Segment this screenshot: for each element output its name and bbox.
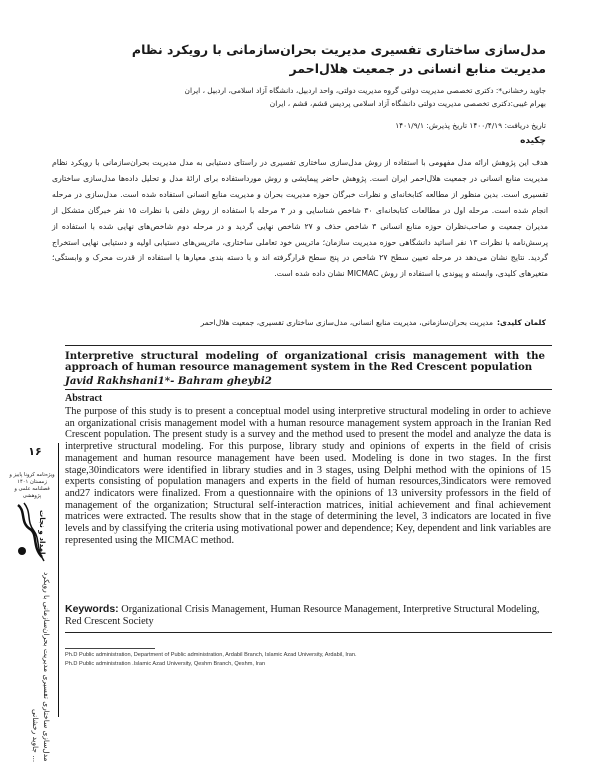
running-title: مدل‌سازی ساختاری تفسیری مدیریت بحران‌سازمانی با رویکرد ... جاوید رخشانی [31,572,51,762]
english-keywords [65,604,551,627]
persian-keywords [50,318,546,327]
persian-abstract-heading: چکیده [520,136,546,146]
english-abstract-heading: Abstract [65,393,103,404]
margin-vertical-rule [58,443,59,717]
journal-logo-text: امداد و نجات [38,509,47,555]
english-authors: Javid Rakhshani1*- Bahram gheybi2 [65,375,272,387]
persian-abstract: هدف این پژوهش ارائه مدل مفهومی با استفاده از روش مدل‌سازی ساختاری تفسیری در راستای دستیابی به مدل مدیریت بحران‌سازمانی با رویکرد نظام مدیریت منابع انسانی در جمعیت هلال‌احمر ایران است. پژوهش حاضر پیمایشی و روش مورداستفاده برای ارائهٔ مدل و تحلیل داده‌ها مدل‌سازی ساختاری تفسیری است. بدین منظور از مطالعه کتابخانه‌ای و نظرات خبرگان حوزه مدیریت بحران و مدیریت منابع انسانی استفاده شده است. مدل‌سازی در مرحله انجام شده است. مرحله اول در مطالعات کتابخانه‌ای ۳۰ شاخص شناسایی و در ۳ مرحله با استفاده از روش دلفی با نظرات ۱۵ نفر خبرگان متشکل از مدیران جمعیت و صاحب‌نظران حوزه منابع انسانی ۳ شاخص حذف و ۲۷ شاخص نهایی گردید و در مرحله دوم شاخص‌های نهایی شده با استفاده از پرسش‌نامه با نظرات ۱۳ نفر اساتید دانشگاهی حوزه مدیریت سازمان؛ ماتریس خود تعاملی ساختاری، ماتریس‌های دستیابی اولیه و دستیابی نهایی استخراج گردید. نتایج نشان می‌دهد در مرحله تعیین سطح ۲۷ شاخص در پنج سطح قرارگرفته اند و با دسته بندی معیارها با استفاده از قدرت محرک و وابستگی؛ متغیرهای کلیدی، وابسته و پیوندی با استفاده از روش MICMAC نشان داده شده است. [52,158,549,279]
persian-author-2: بهرام غیبی:دکتری تخصصی مدیریت دولتی دانشگاه آزاد اسلامی پردیس قشم، قشم ، ایران [269,99,546,108]
english-top-divider [65,345,552,346]
persian-keywords-label: کلمان کلیدی: [497,318,546,327]
footnote-2: Ph.D Public administration .Islamic Azad University, Qeshm Branch, Qeshm, Iran [65,661,266,667]
english-keywords-label: Keywords: [65,603,119,615]
persian-dates: تاریخ دریافت: ۱۴۰۰/۴/۱۹ تاریخ پذیرش: ۱۴۰۱/۹/۱ [395,121,546,130]
english-keywords-text: Organizational Crisis Management, Human Resource Management, Interpretive Structural Modeling, Red Crescent Society [65,604,540,627]
footnote-1: Ph.D Public administration, Department of Public administration, Ardabil Branch, Islamic Azad University, Ardabil, Iran. [65,652,357,658]
page-number: ۱۶ [28,445,42,458]
persian-authors [46,84,546,110]
english-mid-divider [65,389,552,390]
english-title: Interpretive structural modeling of organizational crisis management with the approach of human resource management system in the Red Crescent population [65,350,545,373]
english-bottom-divider [65,632,552,633]
journal-volume-info: ویژه‌نامه کرونا پاییز و زمستان ۱۴۰۱ فصلنامه علمی و پژوهشی [9,472,55,499]
english-abstract: The purpose of this study is to present a conceptual model using interpretive structural modeling in order to achieve an organizational crisis management model with a human resource management system approach in the Iranian Red Crescent population. The present study is a survey and the method used to present the model and analyze the data is interpretive structural modeling. For this purpose, library study and opinions of experts in the field of crisis management and human resource management have been used. Modeling is done in two stages. In the first stage,30indicators were identified in library studies and in 3 stages, using Delphi method with the opinions of 15 experts consisting of population managers and experts in the field of human resources,3indicators were removed and27 indicators were finalized. From a questionnaire with the opinions of 13 university professors in the field of management of the organization; Structural self-interaction matrices, initial achievement and final achievement matrices were extracted. The results show that in the stage of determining the level, 3 indicators are located in five levels and by classifying the criteria using motivational power and dependence; Key, dependent and link variables are represented using the MICMAC method. [65,406,551,546]
footnote-divider [65,648,155,649]
persian-keywords-text: مدیریت بحران‌سازمانی، مدیریت منابع انسانی، مدل‌سازی ساختاری تفسیری، جمعیت هلال‌احمر [200,318,494,327]
persian-author-1: جاوید رخشانی*: دکتری تخصصی مدیریت دولتی گروه مدیریت دولتی، واحد اردبیل، دانشگاه آزاد اسلامی، اردبیل ، ایران [184,86,546,95]
persian-title: مدل‌سازی ساختاری تفسیری مدیریت بحران‌سازمانی با رویکرد نظام مدیریت منابع انسانی در جمعیت هلال‌احمر [131,42,546,76]
